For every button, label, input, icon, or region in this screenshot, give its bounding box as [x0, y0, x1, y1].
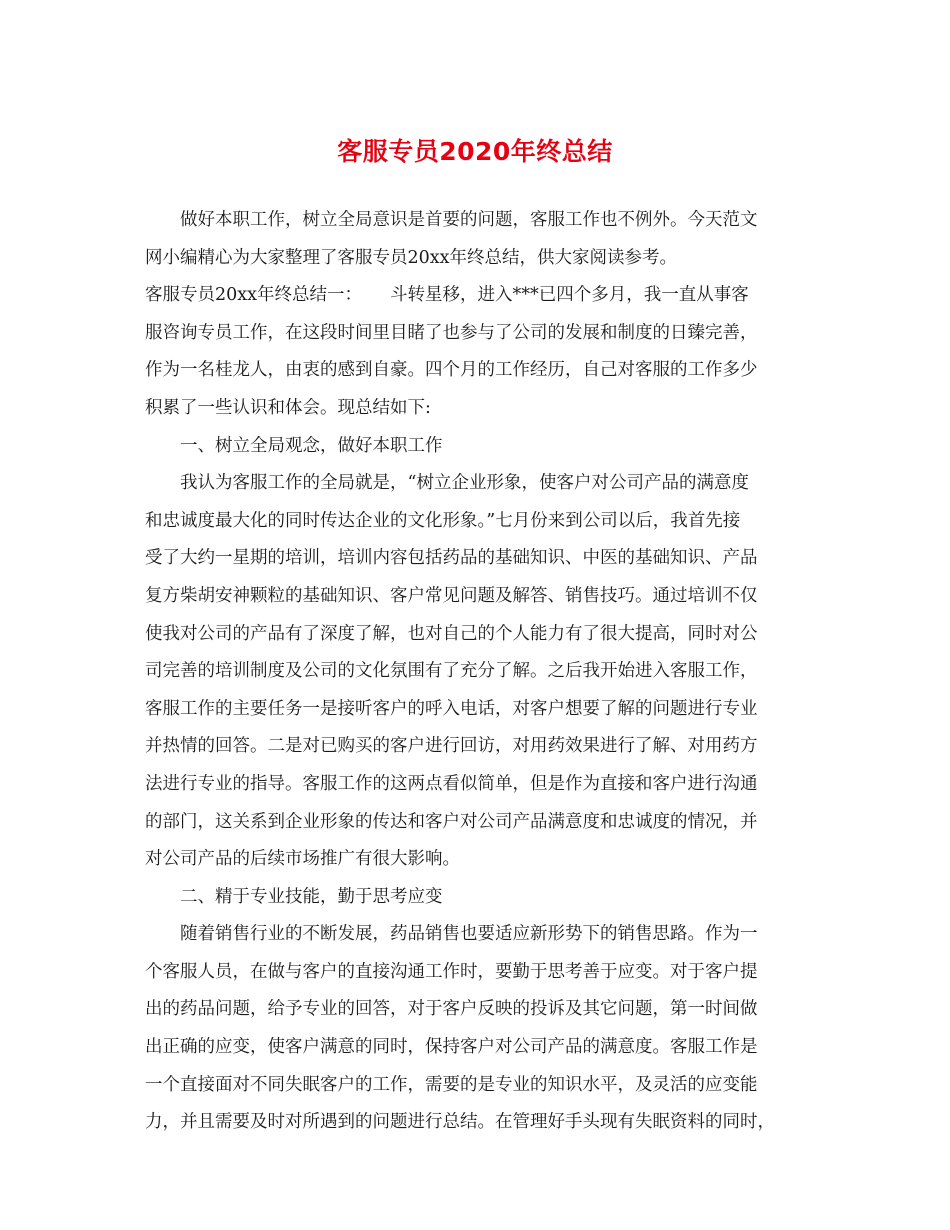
text-line-content: 我认为客服工作的全局就是，“树立企业形象，使客户对公司产品的满意度 — [180, 473, 749, 494]
text-line-content: 客服工作的主要任务一是接听客户的呼入电话，对客户想要了解的问题进行专业 — [145, 698, 758, 719]
text-line — [145, 352, 805, 390]
text-line — [145, 202, 805, 240]
text-line-content: 使我对公司的产品有了深度了解，也对自己的个人能力有了很大提高，同时对公 — [145, 623, 758, 644]
text-line — [145, 728, 805, 766]
text-line — [145, 1104, 805, 1142]
text-line-content: 力，并且需要及时对所遇到的问题进行总结。在管理好手头现有失眠资料的同时， — [145, 1112, 775, 1133]
text-line-content: 一个直接面对不同失眠客户的工作，需要的是专业的知识水平，及灵活的应变能 — [145, 1074, 758, 1095]
text-line-continuation: 斗转星移，进入***已四个多月，我一直从事客 — [390, 285, 749, 306]
text-line-content: 和忠诚度最大化的同时传达企业的文化形象。”七月份来到公司以后，我首先接 — [145, 510, 741, 531]
text-line-content: 二、精于专业技能，勤于思考应变 — [180, 886, 443, 907]
text-line — [145, 1029, 805, 1067]
text-line — [145, 991, 805, 1029]
text-line — [145, 390, 805, 428]
text-line-content: 客服专员20xx年终总结一： — [145, 285, 363, 306]
text-line — [145, 954, 805, 992]
text-line-content: 随着销售行业的不断发展，药品销售也要适应新形势下的销售思路。作为一 — [180, 924, 758, 945]
document-title: 客服专员2020年终总结 — [337, 137, 613, 166]
text-line — [145, 428, 805, 466]
text-line — [145, 315, 805, 353]
text-line — [145, 240, 805, 278]
text-line — [145, 1067, 805, 1105]
text-line-content: 服咨询专员工作，在这段时间里目睹了也参与了公司的发展和制度的日臻完善， — [145, 322, 758, 343]
text-line-content: 对公司产品的后续市场推广有很大影响。 — [145, 849, 460, 870]
text-line-content: 个客服人员，在做与客户的直接沟通工作时，要勤于思考善于应变。对于客户提 — [145, 961, 758, 982]
text-line — [145, 465, 805, 503]
text-line — [145, 616, 805, 654]
text-line — [145, 841, 805, 879]
text-line-content: 复方柴胡安神颗粒的基础知识、客户常见问题及解答、销售技巧。通过培训不仅 — [145, 585, 758, 606]
text-line-content: 司完善的培训制度及公司的文化氛围有了充分了解。之后我开始进入客服工作， — [145, 661, 758, 682]
text-line-content: 积累了一些认识和体会。现总结如下: — [145, 397, 431, 418]
text-line — [145, 277, 805, 315]
text-line-content: 出正确的应变，使客户满意的同时，保持客户对公司产品的满意度。客服工作是 — [145, 1037, 758, 1058]
text-line — [145, 804, 805, 842]
text-line — [145, 691, 805, 729]
text-line — [145, 503, 805, 541]
text-line-content: 网小编精心为大家整理了客服专员20xx年终总结，供大家阅读参考。 — [145, 247, 678, 268]
text-line — [145, 653, 805, 691]
text-line-content: 作为一名桂龙人，由衷的感到自豪。四个月的工作经历，自己对客服的工作多少 — [145, 360, 758, 381]
text-line — [145, 578, 805, 616]
text-line — [145, 766, 805, 804]
document-body — [145, 202, 805, 1142]
text-line-content: 法进行专业的指导。客服工作的这两点看似简单，但是作为直接和客户进行沟通 — [145, 773, 758, 794]
text-line-content: 一、树立全局观念，做好本职工作 — [180, 435, 443, 456]
text-line-content: 做好本职工作，树立全局意识是首要的问题，客服工作也不例外。今天范文 — [180, 210, 758, 230]
text-line-content: 的部门，这关系到企业形象的传达和客户对公司产品满意度和忠诚度的情况，并 — [145, 811, 758, 832]
text-line-content: 受了大约一星期的培训，培训内容包括药品的基础知识、中医的基础知识、产品 — [145, 548, 758, 569]
text-line — [145, 879, 805, 917]
text-line — [145, 540, 805, 578]
text-line — [145, 916, 805, 954]
text-line-content: 出的药品问题，给予专业的回答，对于客户反映的投诉及其它问题，第一时间做 — [145, 999, 758, 1020]
text-line-content: 并热情的回答。二是对已购买的客户进行回访，对用药效果进行了解、对用药方 — [145, 736, 758, 757]
